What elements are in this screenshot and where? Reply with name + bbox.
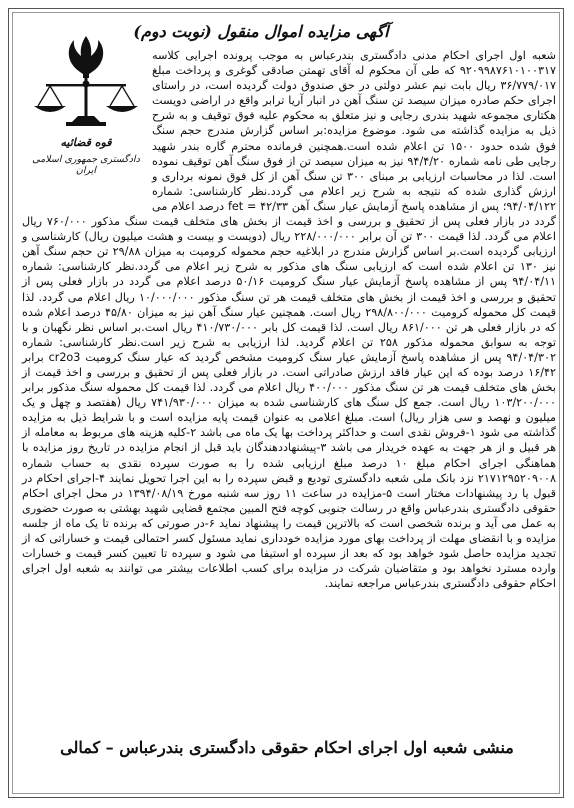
emblem-spacer <box>22 48 152 200</box>
notice-body <box>22 48 556 591</box>
emblem-caption-judiciary: قوه قضائیه <box>60 136 112 149</box>
notice-title: آگهی مزایده اموال منقول (نوبت دوم) <box>133 22 389 41</box>
emblem-caption-justice-department: دادگستری جمهوری اسلامی ایران <box>32 154 140 176</box>
notice-signature: منشی شعبه اول اجرای احکام حقوقی دادگستری بندرعباس – کمالی <box>60 738 514 757</box>
notice-body-text: شعبه اول اجرای احکام مدنی دادگستری بندرعباس به موجب پرونده اجرایی کلاسه ۹۲۰۹۹۸۷۶۱۰۱۰۰۳۱۷ که طی آن محکوم له آقای تهمتن صادقی گوغری و پرداخت مبلغ ۳۶/۷۷۹/۰۱۷ ریال بابت نیم عشر دولتی در حق صندوق دولت گردیده است، در راستای اجرای حکم صادره میزان سیصد تن سنگ آهن در انبار آریا ترابر واقع در اراضی دویست هکتاری مجموعه شهید بندری رجایی و نیز متعلق به محکوم علیه فوق توقیف و به شرح ذیل به مزایده گذاشته می شود. موضوع مزایده:بر اساس گزارش مندرج حجم سنگ فوق شده حدود ۱۵۰۰ تن اعلام شده است.همچنین فرمانده محترم گاره بندر شهید رجایی طی نامه شماره ۹۴/۴/۲۰ نیز به میزان سیصد تن از فوق سنگ آهن توقیف نموده است. لذا در محاسبات ارزیابی بر مبنای ۳۰۰ تن سنگ آهن از کل فوق نمونه برداری و ارزش گذاری شده که نتیجه به شرح زیر اعلام می گردد.نظر کارشناسی: شماره ۹۴/۰۴/۱۲۲؛ پس از مشاهده پاسخ آزمایش عیار سنگ آهن fet = ۴۲/۳۳ درصد اعلام می گردد در بازار فعلی پس از تحقیق و بررسی و اخذ قیمت از بخش های متخلف قیمت سنگ مذکور ۷۶۰/۰۰۰ ریال اعلام می گردد. لذا قیمت ۳۰۰ تن آن برابر ۲۲۸/۰۰۰/۰۰۰ ریال (دویست و بیست و هشت میلیون ریال) کارشناسی و ارزیابی گردیده است.بر اساس گزارش مندرج در ابلاغیه حجم محموله کرومیت به میزان ۲۹/۸۸ تن حجم سنگ آهن نیز ۱۳۰ تن اعلام شده است که ارزیابی سنگ های مذکور به شرح زیر اعلام می گردد.نظر کارشناسی: شماره ۹۴/۰۴/۱۱ پس از مشاهده پاسخ آزمایش عیار سنگ کرومیت ۵۰/۱۶ درصد اعلام می گردد در بازار فعلی پس از تحقیق و بررسی و اخذ قیمت از بخش های متخلف قیمت هر تن سنگ مذکور ۱۰/۰۰۰/۰۰۰ ریال اعلام می گردد. لذا قیمت کل محموله کرومیت ۲۹۸/۸۰۰/۰۰۰ ریال است. همچنین عیار سنگ آهن نیز به میزان ۴۵/۸۰ درصد اعلام شده که در بازار فعلی هر تن ۸۶۱/۰۰۰ ریال است. لذا قیمت کل بابر ۴۱۰/۷۳۰/۰۰۰ ریال است.بر اساس نظر نگهبان و با توجه به سوابق محموله مذکور ۲۵۸ تن اعلام گردید. لذا ارزیابی به شرح زیر است.نظر کارشناسی: شماره ۹۴/۰۴/۳۰۲ پس از مشاهده پاسخ آزمایش عیار سنگ کرومیت مشخص گردید که عیار سنگ کرومیت cr2o3 برابر ۱۶/۴۲ درصد بوده که این عیار فاقد ارزش صادراتی است. در بازار فعلی پس از تحقیق و بررسی و اخذ قیمت از بخش های متخلف قیمت هر تن سنگ مذکور ۴۰۰/۰۰۰ ریال اعلام می گردد. لذا قیمت کل محموله سنگ مذکور برابر ۱۰۳/۲۰۰/۰۰۰ ریال است. جمع کل سنگ های کارشناسی شده به میزان ۷۴۱/۹۳۰/۰۰۰ ریال (هفتصد و چهل و یک میلیون و نهصد و سی هزار ریال) است. مبلغ اعلامی به عنوان قیمت پایه مزایده است و با شرایط ذیل به مزایده گذاشته می شود ۱-فروش نقدی است و حداکثر پرداخت بها یک ماه می باشد ۲-کلیه هزینه های مربوط به معامله از هر قبیل و از هر جهت به عهده خریدار می باشد ۳-پیشنهاددهندگان باید قبل از انجام مزایده در تاریخ روز مزایده با هماهنگی اجرای احکام مبلغ ۱۰ درصد مبلغ ارزیابی شده را به صورت سپرده نقدی به حساب شماره ۲۱۷۱۲۹۵۲۰۹۰۰۸ نزد بانک ملی شعبه دادگستری تودیع و قبض سپرده را به این اجرا تحویل نمایند ۴-اجرای احکام در قبول یا رد پیشنهادات مختار است ۵-مزایده در ساعت ۱۱ روز سه شنبه مورخ ۱۳۹۴/۰۸/۱۹ در محل اجرای احکام حقوقی دادگستری بندرعباس واقع در رسالت جنوبی کوچه فتح المبین مجتمع قضایی شهید بهشتی به صورت حضوری به عمل می آید و برنده شخصی است که بالاترین قیمت را پیشنهاد نماید ۶-در صورتی که برنده تا یک ماه از جلسه مزایده و با انقضای مهلت از پرداخت بهای مورد مزایده خودداری نماید مسئول کسر احتمالی قیمت و خساراتی که از تجدید مزایده حاصل شود خواهد بود که بعد از سپرده او استیفا می شود و سپرده تا تعیین کسر قیمت و خسارات وارده مسترد نخواهد بود و متقاضیان شرکت در مزایده برای کسب اطلاعات بیشتر می توانند به شعبه اول اجرای احکام حقوقی دادگستری بندرعباس مراجعه نمایند. <box>22 49 557 591</box>
